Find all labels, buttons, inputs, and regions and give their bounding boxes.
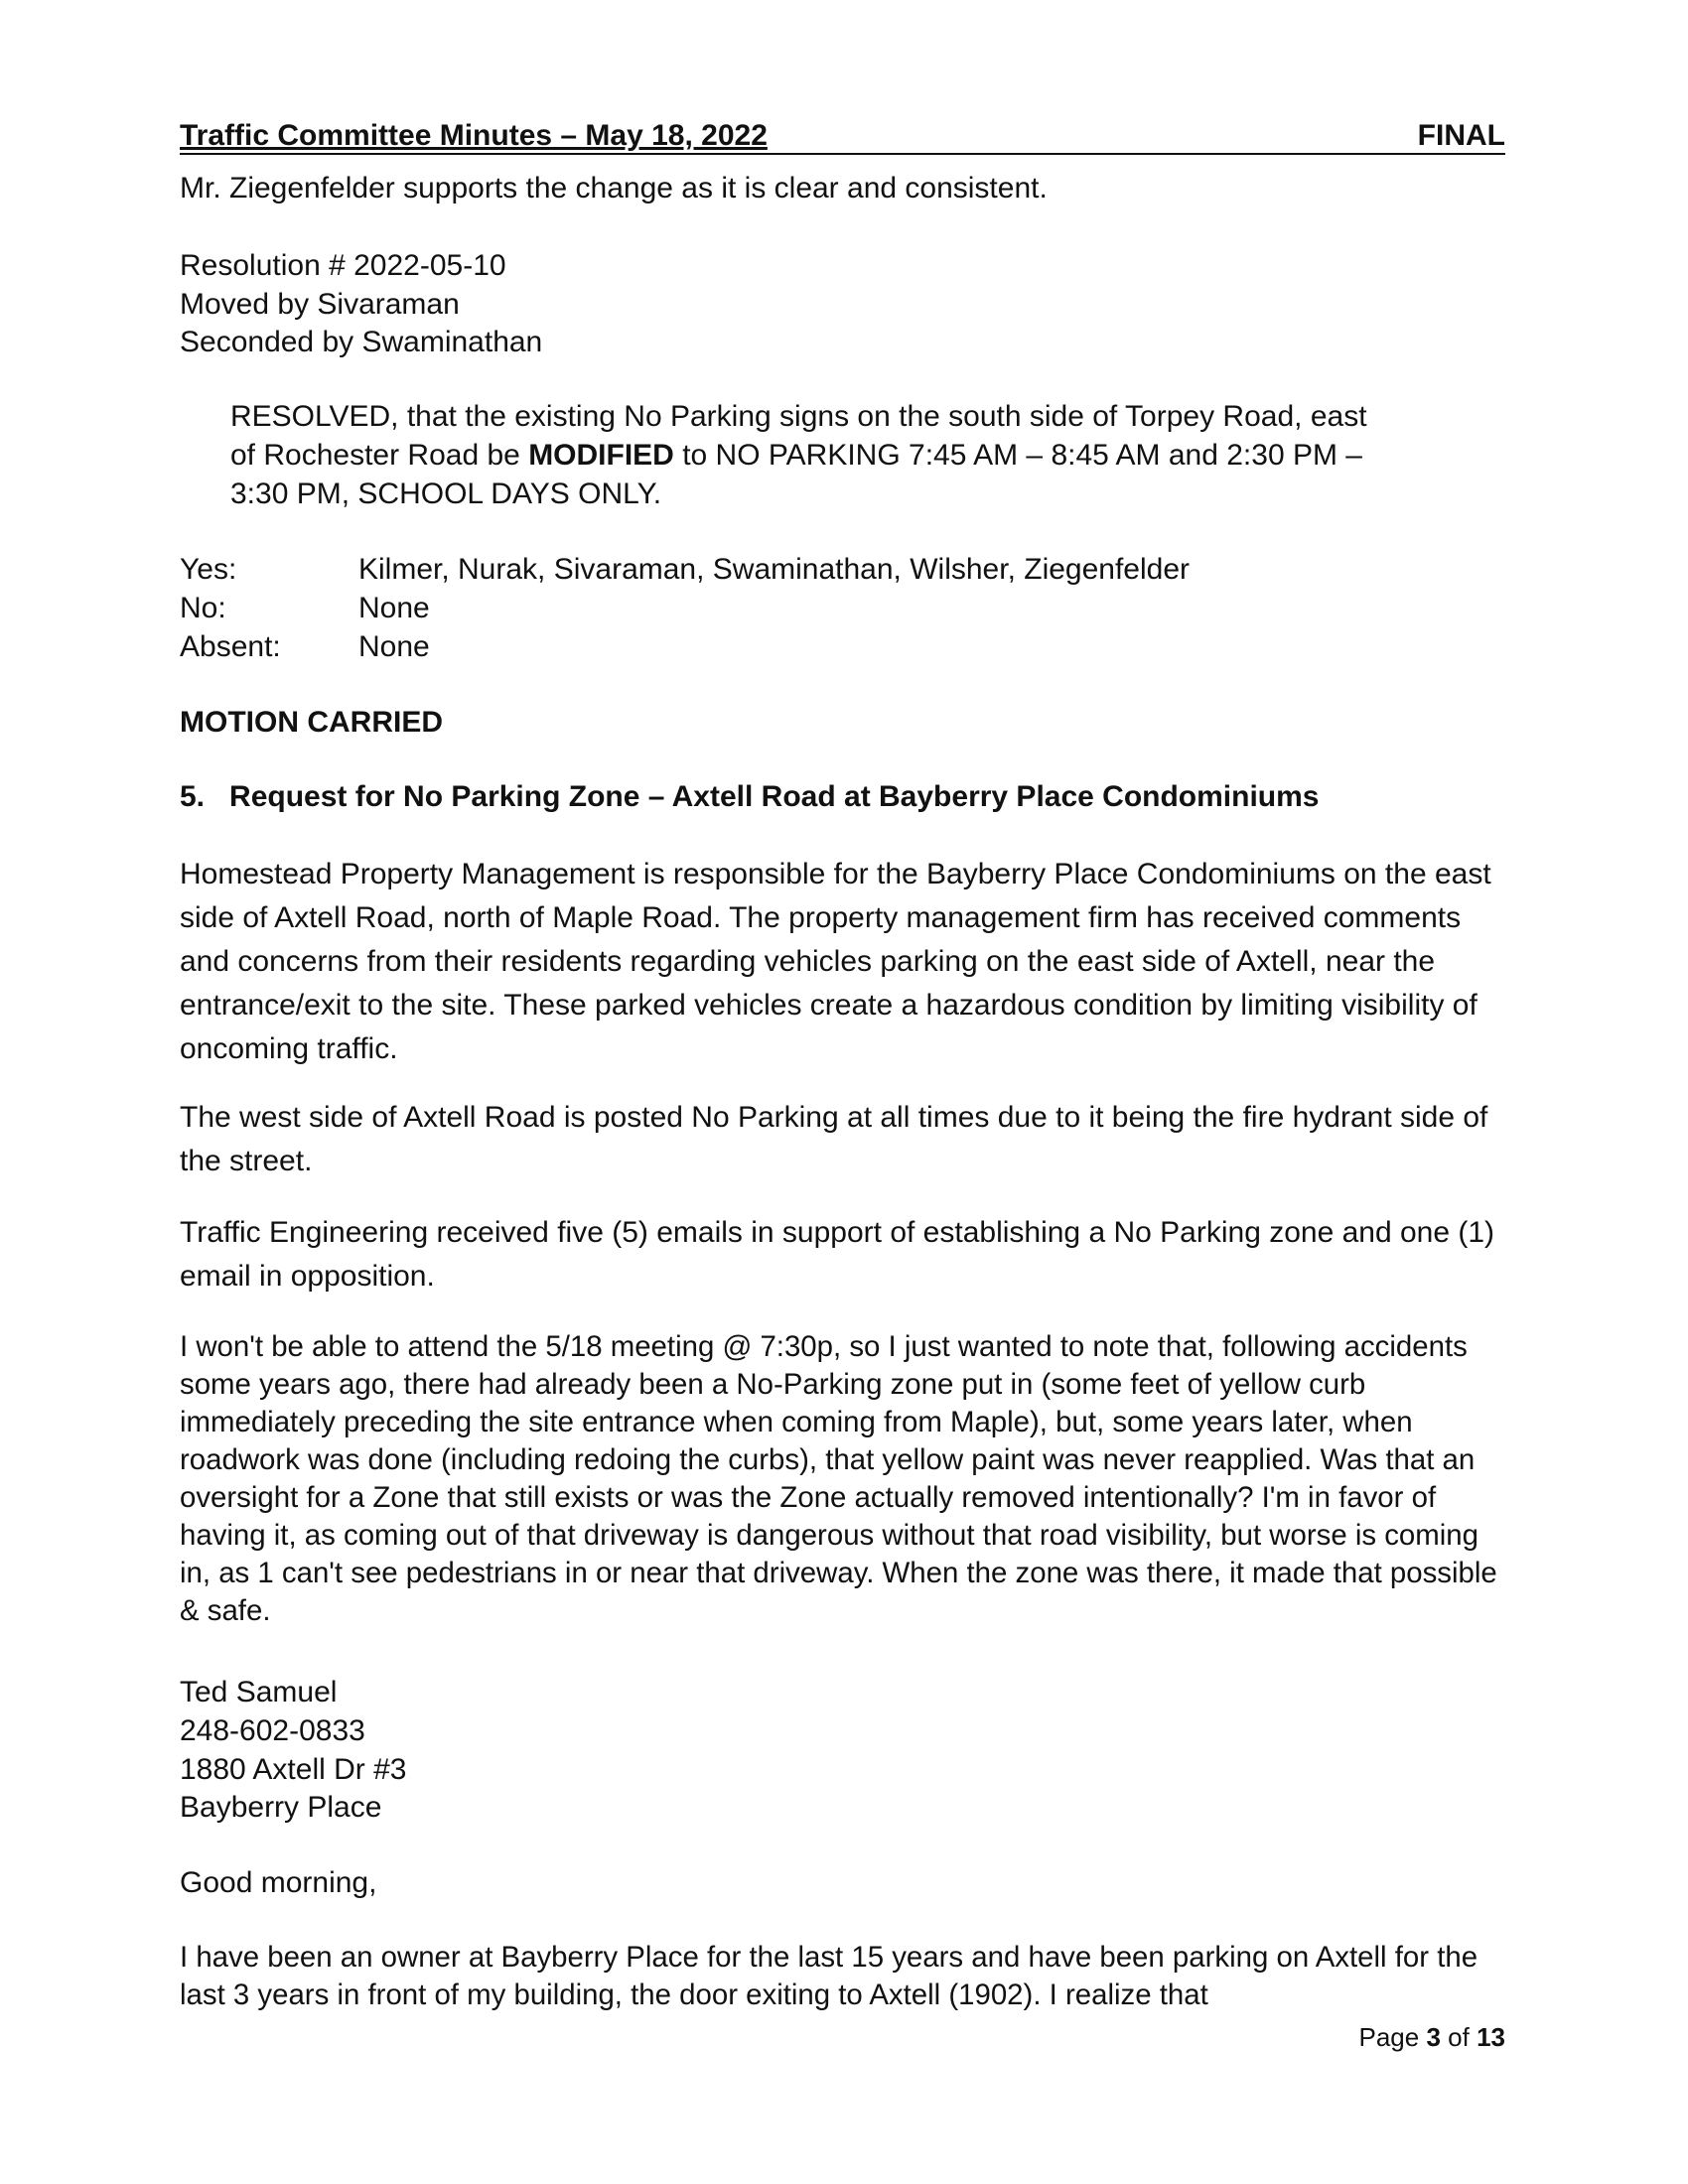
resolution-number: Resolution # 2022-05-10 xyxy=(180,249,506,282)
page-number xyxy=(1358,2022,1505,2053)
page-header xyxy=(180,109,1505,155)
resolved-text-line-1: RESOLVED, that the existing No Parking signs on the south side of Torpey Road, east xyxy=(230,400,1367,433)
page-number-word: Page xyxy=(1358,2022,1420,2052)
document-title: Traffic Committee Minutes – May 18, 2022 xyxy=(180,119,768,152)
resolved-text-line-2-end: to NO PARKING 7:45 AM – 8:45 AM and 2:30 PM – xyxy=(673,439,1362,472)
resolved-text-line-3: 3:30 PM, SCHOOL DAYS ONLY. xyxy=(230,478,662,510)
email-1-signature-phone: 248-602-0833 xyxy=(180,1714,365,1747)
resolved-action-word: MODIFIED xyxy=(528,439,674,472)
email-2-body: I have been an owner at Bayberry Place for the last 15 years and have been parking on Axtell for the last 3 years in front of my building, the door exiting to Axtell (1902). I realize that xyxy=(180,1941,1478,2011)
page-number-total: 13 xyxy=(1477,2022,1505,2052)
section-5-heading: 5. Request for No Parking Zone – Axtell Road at Bayberry Place Condominiums xyxy=(180,780,1320,813)
email-1-body: I won't be able to attend the 5/18 meeting @ 7:30p, so I just wanted to note that, following accidents some years ago, there had already been a No-Parking zone put in (some feet of yellow curb immediately preceding the site entrance when coming from Maple), but, some years later, when roadwork was done (including redoing the curbs), that yellow paint was never reapplied. Was that an oversight for a Zone that still exists or was the Zone actually removed intentionally? I'm in favor of having it, as coming out of that driveway is dangerous without that road visibility, but worse is coming in, as 1 can't see pedestrians in or near that driveway. When the zone was there, it made that possible & safe. xyxy=(180,1330,1497,1627)
resolved-text-line-2-start: of Rochester Road be xyxy=(230,439,529,472)
email-2-greeting: Good morning, xyxy=(180,1866,377,1899)
resolution-seconded: Seconded by Swaminathan xyxy=(180,326,543,358)
email-1-signature-place: Bayberry Place xyxy=(180,1791,382,1824)
vote-absent-label: Absent: xyxy=(180,630,281,663)
intro-line: Mr. Ziegenfelder supports the change as it is clear and consistent. xyxy=(180,172,1048,205)
resolution-moved: Moved by Sivaraman xyxy=(180,288,460,321)
document-status: FINAL xyxy=(1417,119,1505,152)
page-number-current: 3 xyxy=(1426,2022,1441,2052)
email-1-signature-name: Ted Samuel xyxy=(180,1676,338,1708)
email-1-signature-address: 1880 Axtell Dr #3 xyxy=(180,1753,407,1786)
vote-no-value: None xyxy=(358,592,430,624)
vote-yes-label: Yes: xyxy=(180,553,237,586)
section-5-paragraph-2: The west side of Axtell Road is posted No Parking at all times due to it being the fire hydrant side of the street. xyxy=(180,1101,1488,1177)
vote-yes-value: Kilmer, Nurak, Sivaraman, Swaminathan, Wilsher, Ziegenfelder xyxy=(358,553,1191,586)
motion-status: MOTION CARRIED xyxy=(180,706,443,739)
section-5-paragraph-1: Homestead Property Management is responsible for the Bayberry Place Condominiums on the east side of Axtell Road, north of Maple Road. The property management firm has received comments and concerns from their residents regarding vehicles parking on the east side of Axtell, near the entrance/exit to the site. These parked vehicles create a hazardous condition by limiting visibility of oncoming traffic. xyxy=(180,858,1491,1065)
vote-no-label: No: xyxy=(180,592,226,624)
page-number-of: of xyxy=(1448,2022,1470,2052)
section-5-paragraph-3: Traffic Engineering received five (5) emails in support of establishing a No Parking zone and one (1) email in opposition. xyxy=(180,1216,1495,1293)
vote-absent-value: None xyxy=(358,630,430,663)
resolved-text-line-2 xyxy=(230,436,1362,476)
